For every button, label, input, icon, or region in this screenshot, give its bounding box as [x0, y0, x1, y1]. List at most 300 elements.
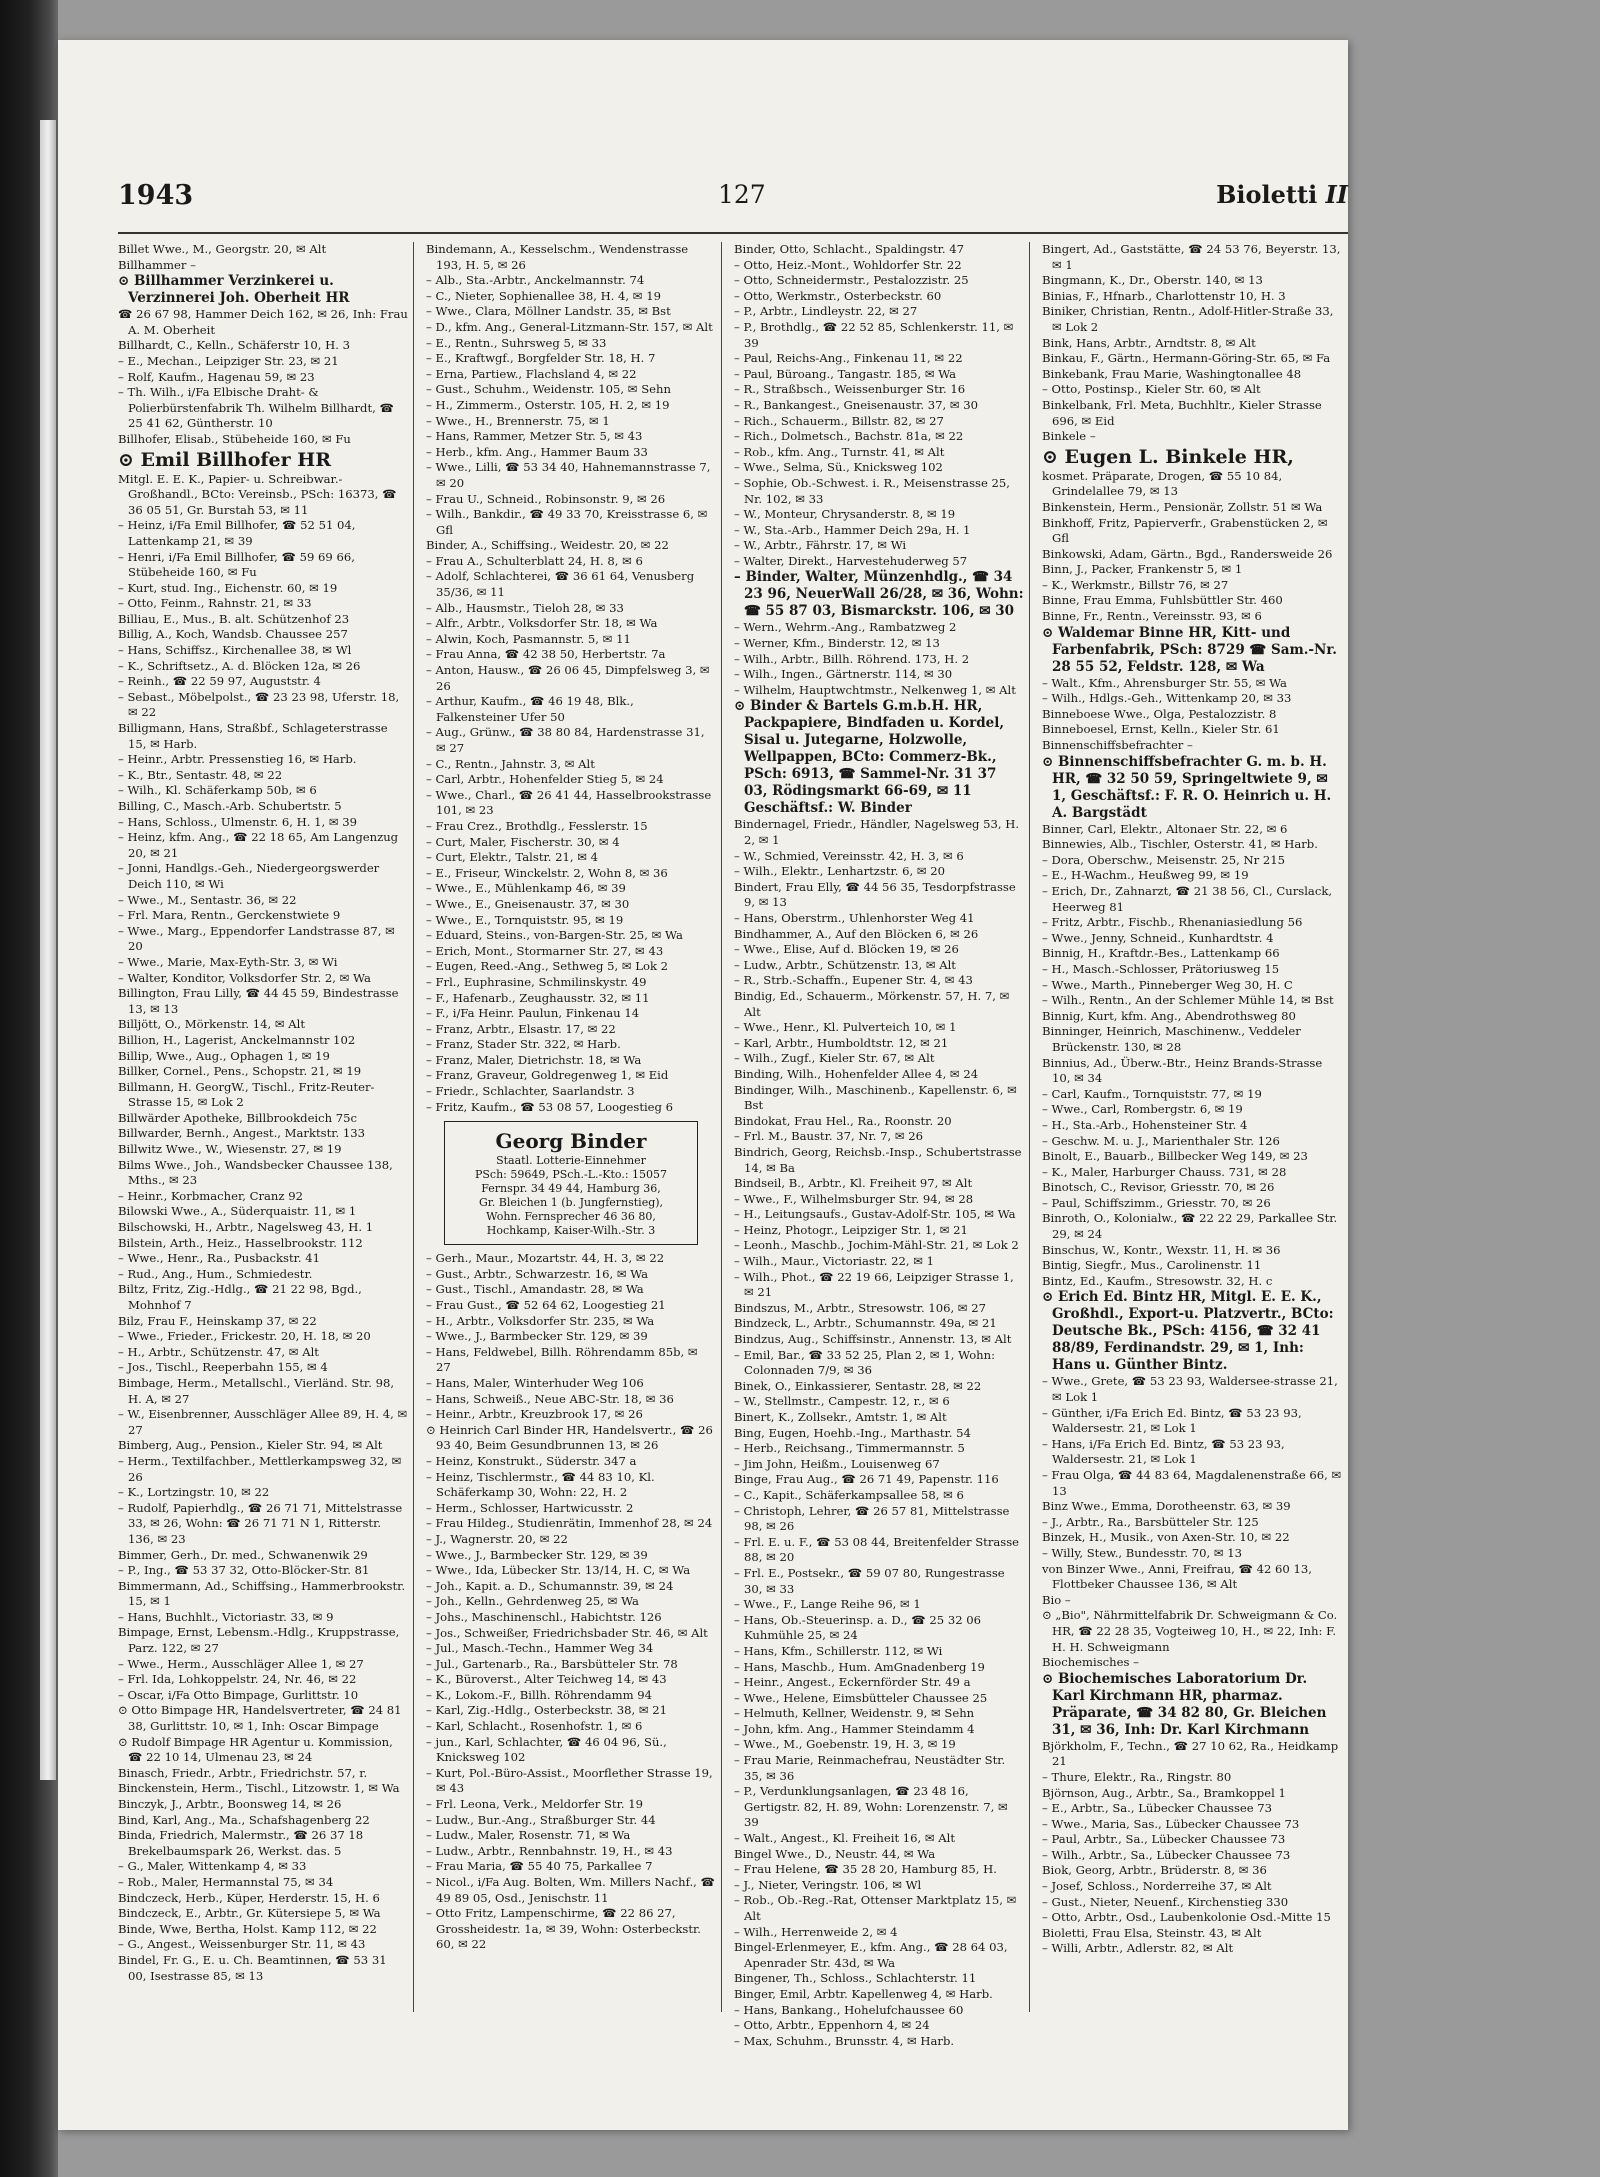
directory-entry: Binneboesel, Ernst, Kelln., Kieler Str. 61 — [1042, 722, 1280, 737]
directory-entry: ⊙ Eugen L. Binkele HR, — [1042, 445, 1294, 468]
directory-entry: Bink, Hans, Arbtr., Arndtstr. 8, ✉ Alt — [1042, 335, 1256, 350]
directory-entry: Bing, Eugen, Hoehb.-Ing., Marthastr. 54 — [734, 1425, 971, 1440]
directory-entry: ⊙ Biochemisches Laboratorium Dr. Karl Kirchmann HR, pharmaz. Präparate, ☎ 34 82 80, Gr. Bleichen 31, ✉ 36, Inh: Dr. Karl Kirchmann — [1042, 1670, 1327, 1738]
directory-entry: Binninger, Heinrich, Maschinenw., Veddeler Brückenstr. 130, ✉ 28 — [1042, 1024, 1301, 1054]
directory-entry: – Wilhelm, Hauptwchtmstr., Nelkenweg 1, ✉ Alt — [734, 682, 1016, 697]
directory-entry: Binnius, Ad., Überw.-Btr., Heinz Brands-Strasse 10, ✉ 34 — [1042, 1055, 1323, 1086]
directory-entry: – G., Maler, Wittenkamp 4, ✉ 33 — [118, 1859, 307, 1874]
directory-entry: – Erna, Partiew., Flachsland 4, ✉ 22 — [426, 366, 637, 381]
directory-entry: – Alwin, Koch, Pasmannstr. 5, ✉ 11 — [426, 631, 631, 646]
directory-entry: Billing, C., Masch.-Arb. Schubertstr. 5 — [118, 799, 342, 813]
directory-entry: – Jul., Gartenarb., Ra., Barsbütteler Str. 78 — [426, 1656, 678, 1671]
directory-entry: – Wwe., E., Tornquiststr. 95, ✉ 19 — [426, 912, 624, 927]
column-1 — [118, 242, 408, 2022]
directory-entry: – E., Mechan., Leipziger Str. 23, ✉ 21 — [118, 353, 339, 368]
directory-entry: – Frau U., Schneid., Robinsonstr. 9, ✉ 26 — [426, 491, 666, 506]
directory-entry: Binn, J., Packer, Frankenstr 5, ✉ 1 — [1042, 562, 1243, 577]
directory-entry: – Walt., Kfm., Ahrensburger Str. 55, ✉ Wa — [1042, 675, 1287, 690]
directory-entry: Bindokat, Frau Hel., Ra., Roonstr. 20 — [734, 1113, 952, 1128]
directory-entry: Billker, Cornel., Pens., Schopstr. 21, ✉ 19 — [118, 1064, 362, 1079]
directory-entry: – Alb., Hausmstr., Tieloh 28, ✉ 33 — [426, 600, 624, 615]
directory-entry: – Jos., Schweißer, Friedrichsbader Str. 46, ✉ Alt — [426, 1625, 708, 1640]
directory-entry: – K., Büroverst., Alter Teichweg 14, ✉ 43 — [426, 1672, 667, 1687]
directory-entry: Binnig, Kurt, kfm. Ang., Abendrothsweg 80 — [1042, 1008, 1296, 1023]
directory-entry: – Sophie, Ob.-Schwest. i. R., Meisenstrasse 25, Nr. 102, ✉ 33 — [734, 475, 1010, 506]
directory-entry: – Willi, Arbtr., Adlerstr. 82, ✉ Alt — [1042, 1941, 1234, 1956]
directory-entry: – C., Rentn., Jahnstr. 3, ✉ Alt — [426, 756, 595, 771]
directory-entry: – Willy, Stew., Bundesstr. 70, ✉ 13 — [1042, 1545, 1242, 1560]
directory-entry: – K., Werkmstr., Billstr 76, ✉ 27 — [1042, 577, 1229, 592]
directory-entry: – Wwe., Carl, Rombergstr. 6, ✉ 19 — [1042, 1102, 1243, 1117]
page-number: 127 — [718, 180, 766, 209]
directory-entry: – E., Friseur, Winckelstr. 2, Wohn 8, ✉ 36 — [426, 865, 668, 880]
directory-entry: Bindernagel, Friedr., Händler, Nagelsweg 53, H. 2, ✉ 1 — [734, 817, 1020, 848]
directory-entry: Bimpage, Ernst, Lebensm.-Hdlg., Kruppstrasse, Parz. 122, ✉ 27 — [118, 1625, 400, 1656]
directory-entry: – K., Btr., Sentastr. 48, ✉ 22 — [118, 767, 283, 782]
directory-entry: – Wwe., Herm., Ausschläger Allee 1, ✉ 27 — [118, 1656, 364, 1671]
directory-entry: – Wwe., J., Barmbecker Str. 129, ✉ 39 — [426, 1329, 648, 1344]
directory-entry: – Wwe., E., Gneisenaustr. 37, ✉ 30 — [426, 896, 630, 911]
directory-entry: – Wwe., H., Brennerstr. 75, ✉ 1 — [426, 413, 610, 428]
directory-entry: Bimmermann, Ad., Schiffsing., Hammerbrookstr. 15, ✉ 1 — [118, 1578, 406, 1609]
directory-entry: – C., Kapit., Schäferkampsallee 58, ✉ 6 — [734, 1487, 964, 1502]
directory-entry: Binnewies, Alb., Tischler, Osterstr. 41, ✉ Harb. — [1042, 837, 1318, 852]
directory-entry: – Otto, Feinm., Rahnstr. 21, ✉ 33 — [118, 596, 312, 611]
directory-entry: – Franz, Graveur, Goldregenweg 1, ✉ Eid — [426, 1068, 669, 1083]
directory-entry: ⊙ Otto Bimpage HR, Handelsvertreter, ☎ 24 81 38, Gurlittstr. 10, ✉ 1, Inh: Oscar Bimpage — [118, 1703, 402, 1734]
directory-entry: – Walter, Direkt., Harvestehuderweg 57 — [734, 553, 968, 568]
directory-entry: – Kurt, Pol.-Büro-Assist., Moorflether Strasse 19, ✉ 43 — [426, 1765, 713, 1796]
directory-entry: – E., Arbtr., Sa., Lübecker Chaussee 73 — [1042, 1801, 1273, 1816]
directory-entry: – Herm., Textilfachber., Mettlerkampsweg 32, ✉ 26 — [118, 1453, 402, 1484]
directory-entry: Binotsch, C., Revisor, Griesstr. 70, ✉ 26 — [1042, 1180, 1275, 1195]
directory-entry: – Hans, Bankang., Hohelufchaussee 60 — [734, 2002, 964, 2017]
directory-entry: – Alfr., Arbtr., Volksdorfer Str. 18, ✉ Wa — [426, 616, 658, 631]
directory-entry: – Alb., Sta.-Arbtr., Anckelmannstr. 74 — [426, 273, 645, 288]
directory-entry: Mitgl. E. E. K., Papier- u. Schreibwar.-Großhandl., BCto: Vereinsb., PSch: 16373, ☎ 36 05 51, Gr. Burstah 53, ✉ 11 — [118, 471, 397, 517]
directory-entry: – W., Monteur, Chrysanderstr. 8, ✉ 19 — [734, 507, 956, 522]
directory-entry: Bindemann, A., Kesselschm., Wendenstrasse 193, H. 5, ✉ 26 — [426, 242, 689, 272]
directory-entry: – G., Angest., Weissenburger Str. 11, ✉ 43 — [118, 1937, 366, 1952]
directory-entry: – Heinr., Korbmacher, Cranz 92 — [118, 1188, 303, 1203]
directory-entry: Bindig, Ed., Schauerm., Mörkenstr. 57, H. 7, ✉ Alt — [734, 988, 1010, 1019]
directory-entry: Billigmann, Hans, Straßbf., Schlageterstrasse 15, ✉ Harb. — [118, 721, 388, 751]
directory-entry: – Carl, Arbtr., Hohenfelder Stieg 5, ✉ 24 — [426, 772, 664, 787]
directory-entry: Binckenstein, Herm., Tischl., Litzowstr. 1, ✉ Wa — [118, 1781, 400, 1796]
advert-line: Hochkamp, Kaiser-Wilh.-Str. 3 — [486, 1224, 656, 1238]
directory-entry: Billion, H., Lagerist, Anckelmannstr 102 — [118, 1032, 356, 1047]
directory-entry: Bindinger, Wilh., Maschinenb., Kapellenstr. 6, ✉ Bst — [734, 1082, 1017, 1113]
directory-entry: Binder, Otto, Schlacht., Spaldingstr. 47 — [734, 242, 964, 256]
directory-entry: – Anton, Hausw., ☎ 26 06 45, Dimpfelsweg 3, ✉ 26 — [426, 663, 710, 693]
directory-entry: Billington, Frau Lilly, ☎ 44 45 59, Bindestrasse 13, ✉ 13 — [118, 986, 399, 1016]
directory-entry: – Wilh., Phot., ☎ 22 19 66, Leipziger Strasse 1, ✉ 21 — [734, 1269, 1014, 1300]
directory-entry: Bindrich, Georg, Reichsb.-Insp., Schubertstrasse 14, ✉ Ba — [734, 1144, 1022, 1175]
directory-entry: Bimberg, Aug., Pension., Kieler Str. 94, ✉ Alt — [118, 1438, 383, 1453]
directory-entry: – R., Strb.-Schaffn., Eupener Str. 4, ✉ 43 — [734, 973, 973, 988]
directory-entry: – Adolf, Schlachterei, ☎ 36 61 64, Venusberg 35/36, ✉ 11 — [426, 569, 695, 600]
directory-entry: Billig, A., Koch, Wandsb. Chaussee 257 — [118, 627, 348, 642]
directory-entry: – H., Sta.-Arb., Hohensteiner Str. 4 — [1042, 1117, 1248, 1132]
directory-entry: Binias, F., Hfnarb., Charlottenstr 10, H. 3 — [1042, 288, 1286, 303]
directory-entry: – C., Nieter, Sophienallee 38, H. 4, ✉ 19 — [426, 288, 661, 303]
directory-entry: – Wilh., Arbtr., Billh. Röhrend. 173, H. 2 — [734, 651, 970, 666]
directory-entry: – Curt, Maler, Fischerstr. 30, ✉ 4 — [426, 834, 620, 849]
column-3 — [734, 242, 1024, 2048]
directory-entry: Bimmer, Gerh., Dr. med., Schwanenwik 29 — [118, 1547, 368, 1562]
directory-entry: Binne, Fr., Rentn., Vereinsstr. 93, ✉ 6 — [1042, 609, 1262, 624]
directory-entry: – Frau A., Schulterblatt 24, H. 8, ✉ 6 — [426, 553, 643, 568]
directory-entry: – Friedr., Schlachter, Saarlandstr. 3 — [426, 1084, 635, 1099]
directory-entry: Billwarder, Bernh., Angest., Marktstr. 133 — [118, 1126, 366, 1141]
directory-entry: – Frl. Mara, Rentn., Gerckenstwiete 9 — [118, 908, 341, 923]
directory-entry: Biniker, Christian, Rentn., Adolf-Hitler-Straße 33, ✉ Lok 2 — [1042, 304, 1334, 334]
directory-entry: – Hans, Buchhlt., Victoriastr. 33, ✉ 9 — [118, 1609, 334, 1624]
directory-entry: – W., Stellmstr., Campestr. 12, r., ✉ 6 — [734, 1394, 950, 1409]
directory-entry: Binneboese Wwe., Olga, Pestalozzistr. 8 — [1042, 706, 1277, 721]
directory-entry: ⊙ Emil Billhofer HR — [118, 448, 331, 471]
directory-entry: – Hans, Rammer, Metzer Str. 5, ✉ 43 — [426, 429, 643, 444]
directory-entry: Billwärder Apotheke, Billbrookdeich 75c — [118, 1110, 358, 1125]
directory-entry: – W., Eisenbrenner, Ausschläger Allee 89, H. 4, ✉ 27 — [118, 1407, 408, 1437]
directory-entry: – Carl, Kaufm., Tornquiststr. 77, ✉ 19 — [1042, 1086, 1262, 1101]
directory-entry: – Karl, Schlacht., Rosenhofstr. 1, ✉ 6 — [426, 1719, 643, 1734]
directory-entry: – Paul, Arbtr., Sa., Lübecker Chaussee 73 — [1042, 1832, 1286, 1847]
directory-entry: – F., Hafenarb., Zeughausstr. 32, ✉ 11 — [426, 990, 650, 1005]
directory-entry: ⊙ Binnenschiffsbefrachter G. m. b. H. HR, ☎ 32 50 59, Springeltwiete 9, ✉ 1, Geschäftsf.: F. R. O. Heinrich u. H. A. Bargstädt — [1042, 753, 1332, 821]
directory-entry: – Karl, Zig.-Hdlg., Osterbeckstr. 38, ✉ 21 — [426, 1703, 668, 1718]
directory-entry: Bindert, Frau Elly, ☎ 44 56 35, Tesdorpfstrasse 9, ✉ 13 — [734, 879, 1016, 910]
directory-entry: – Frau Gust., ☎ 52 64 62, Loogestieg 21 — [426, 1298, 666, 1313]
directory-entry: – Curt, Elektr., Talstr. 21, ✉ 4 — [426, 850, 599, 865]
directory-entry: – Walter, Konditor, Volksdorfer Str. 2, ✉ Wa — [118, 970, 371, 985]
directory-entry: – Walt., Angest., Kl. Freiheit 16, ✉ Alt — [734, 1831, 956, 1846]
directory-entry: – Sebast., Möbelpolst., ☎ 23 23 98, Uferstr. 18, ✉ 22 — [118, 689, 400, 720]
directory-entry: – Wwe., M., Goebenstr. 19, H. 3, ✉ 19 — [734, 1737, 956, 1752]
directory-entry: – Otto, Arbtr., Osd., Laubenkolonie Osd.-Mitte 15 — [1042, 1910, 1331, 1925]
directory-entry: Billhammer – — [118, 257, 196, 272]
directory-entry: – Rudolf, Papierhdlg., ☎ 26 71 71, Mittelstrasse 33, ✉ 26, Wohn: ☎ 26 71 71 N 1, Ritterstr. 136, ✉ 23 — [118, 1500, 403, 1546]
directory-entry: Binne, Frau Emma, Fuhlsbüttler Str. 460 — [1042, 593, 1283, 608]
directory-entry: Bingener, Th., Schloss., Schlachterstr. 11 — [734, 1971, 977, 1986]
directory-entry: – Dora, Oberschw., Meisenstr. 25, Nr 215 — [1042, 852, 1286, 867]
directory-entry: – Eugen, Reed.-Ang., Sethweg 5, ✉ Lok 2 — [426, 959, 669, 974]
directory-entry: – Joh., Kapit. a. D., Schumannstr. 39, ✉ 24 — [426, 1578, 674, 1593]
directory-entry: Binnig, H., Kraftdr.-Bes., Lattenkamp 66 — [1042, 946, 1280, 961]
directory-entry: – D., kfm. Ang., General-Litzmann-Str. 157, ✉ Alt — [426, 319, 713, 334]
directory-entry: – Wwe., Maria, Sas., Lübecker Chaussee 73 — [1042, 1816, 1300, 1831]
directory-entry: – Hans, Feldwebel, Billh. Röhrendamm 85b, ✉ 27 — [426, 1344, 698, 1375]
directory-entry: – Jim John, Heißm., Louisenweg 67 — [734, 1456, 940, 1471]
directory-entry: – Rich., Dolmetsch., Bachstr. 81a, ✉ 22 — [734, 429, 964, 444]
directory-entry: Binding, Wilh., Hohenfelder Allee 4, ✉ 24 — [734, 1066, 979, 1081]
directory-entry: – Ludw., Arbtr., Rennbahnstr. 19, H., ✉ 43 — [426, 1843, 673, 1858]
directory-entry: ⊙ Waldemar Binne HR, Kitt- und Farbenfabrik, PSch: 8729 ☎ Sam.-Nr. 28 55 52, Feldstr. 128, ✉ Wa — [1042, 624, 1337, 675]
directory-entry: – Max, Schuhm., Brunsstr. 4, ✉ Harb. — [734, 2033, 955, 2048]
directory-entry: – Wwe., F., Wilhelmsburger Str. 94, ✉ 28 — [734, 1191, 974, 1206]
directory-entry: – Wwe., Marie, Max-Eyth-Str. 3, ✉ Wi — [118, 954, 338, 969]
directory-entry: ⊙ Binder & Bartels G.m.b.H. HR, Packpapiere, Bindfaden u. Kordel, Sisal u. Jutegarne, Holzwolle, Wellpappen, BCto: Commerz-Bk., PSch: 6913, ☎ Sammel-Nr. 31 37 03, Rödingsmarkt 66-69, ✉ 11 Geschäftsf.: W. Binder — [734, 698, 1005, 817]
directory-entry: – Frau Hildeg., Studienrätin, Immenhof 28, ✉ 24 — [426, 1516, 713, 1531]
directory-entry: – Erich, Dr., Zahnarzt, ☎ 21 38 56, Cl., Curslack, Heerweg 81 — [1042, 884, 1333, 914]
directory-entry: – Heinz, Konstrukt., Süderstr. 347 a — [426, 1453, 637, 1468]
directory-entry: – Wwe., Clara, Möllner Landstr. 35, ✉ Bst — [426, 304, 671, 319]
directory-entry: – Nicol., i/Fa Aug. Bolten, Wm. Millers Nachf., ☎ 49 89 05, Osd., Jenischstr. 11 — [426, 1875, 715, 1905]
directory-entry: – Ludw., Arbtr., Schützenstr. 13, ✉ Alt — [734, 957, 956, 972]
directory-entry: Binzek, H., Musik., von Axen-Str. 10, ✉ 22 — [1042, 1530, 1290, 1545]
directory-entry: Binde, Wwe, Bertha, Holst. Kamp 112, ✉ 22 — [118, 1921, 377, 1936]
directory-entry: – Wwe., Selma, Sü., Knicksweg 102 — [734, 460, 943, 475]
directory-entry: – Gerh., Maur., Mozartstr. 44, H. 3, ✉ 22 — [426, 1251, 665, 1266]
running-head — [1216, 180, 1348, 209]
directory-entry: – Gust., Arbtr., Schwarzestr. 16, ✉ Wa — [426, 1266, 649, 1281]
directory-entry: – Aug., Grünw., ☎ 38 80 84, Hardenstrasse 31, ✉ 27 — [426, 725, 705, 755]
directory-entry: – Paul, Reichs-Ang., Finkenau 11, ✉ 22 — [734, 351, 963, 366]
directory-entry: – Heinz, Photogr., Leipziger Str. 1, ✉ 21 — [734, 1222, 968, 1237]
directory-entry: Binnenschiffsbefrachter – — [1042, 738, 1193, 753]
directory-entry: Billjött, O., Mörkenstr. 14, ✉ Alt — [118, 1017, 306, 1032]
directory-entry: – Wwe., Jenny, Schneid., Kunhardtstr. 4 — [1042, 930, 1274, 945]
directory-entry: Binda, Friedrich, Malermstr., ☎ 26 37 18 Brekelbaumspark 26, Werkst. das. 5 — [118, 1828, 364, 1858]
directory-entry: – Wwe., Elise, Auf d. Blöcken 19, ✉ 26 — [734, 942, 959, 957]
directory-entry: Bilschowski, H., Arbtr., Nagelsweg 43, H. 1 — [118, 1220, 374, 1235]
directory-entry: Binschus, W., Kontr., Wexstr. 11, H. ✉ 36 — [1042, 1242, 1281, 1257]
advert-box — [444, 1121, 698, 1245]
directory-entry: Bintz, Ed., Kaufm., Stresowstr. 32, H. c — [1042, 1273, 1273, 1288]
directory-entry: – P., Ing., ☎ 53 37 32, Otto-Blöcker-Str. 81 — [118, 1563, 370, 1578]
directory-entry: – Paul, Büroang., Tangastr. 185, ✉ Wa — [734, 366, 957, 381]
directory-entry: – Wwe., Charl., ☎ 26 41 44, Hasselbrookstrasse 101, ✉ 23 — [426, 787, 712, 818]
directory-entry: – W., Arbtr., Fährstr. 17, ✉ Wi — [734, 538, 907, 553]
directory-entry: – Otto, Schneidermstr., Pestalozzistr. 25 — [734, 273, 969, 288]
directory-entry: – Wilh., Rentn., An der Schlemer Mühle 14, ✉ Bst — [1042, 993, 1334, 1008]
directory-entry: – Geschw. M. u. J., Marienthaler Str. 126 — [1042, 1133, 1280, 1148]
directory-entry: – K., Maler, Harburger Chauss. 731, ✉ 28 — [1042, 1164, 1287, 1179]
directory-entry: Bintig, Siegfr., Mus., Carolinenstr. 11 — [1042, 1258, 1262, 1273]
directory-entry: – Wilh., Hdlgs.-Geh., Wittenkamp 20, ✉ 33 — [1042, 691, 1292, 706]
directory-entry: – Wwe., E., Mühlenkamp 46, ✉ 39 — [426, 881, 626, 896]
directory-entry: – Frl. M., Baustr. 37, Nr. 7, ✉ 26 — [734, 1129, 924, 1144]
directory-entry: – Wern., Wehrm.-Ang., Rambatzweg 2 — [734, 620, 957, 635]
directory-entry: Billet Wwe., M., Georgstr. 20, ✉ Alt — [118, 242, 327, 256]
directory-entry: – Frl. E. u. F., ☎ 53 08 44, Breitenfelder Strasse 88, ✉ 20 — [734, 1534, 1020, 1565]
directory-entry: Biochemisches – — [1042, 1655, 1139, 1670]
directory-entry: – F., i/Fa Heinr. Paulun, Finkenau 14 — [426, 1006, 640, 1021]
directory-entry: – Frau Helene, ☎ 35 28 20, Hamburg 85, H. — [734, 1862, 997, 1877]
directory-entry: – Wwe., Marth., Pinneberger Weg 30, H. C — [1042, 977, 1293, 992]
directory-entry: Bind, Karl, Ang., Ma., Schafshagenberg 22 — [118, 1812, 370, 1827]
directory-entry: Bindczeck, E., Arbtr., Gr. Kütersiepe 5, ✉ Wa — [118, 1906, 381, 1921]
directory-entry: – Franz, Maler, Dietrichstr. 18, ✉ Wa — [426, 1052, 642, 1067]
directory-entry: – Wwe., Ida, Lübecker Str. 13/14, H. C, ✉ Wa — [426, 1563, 691, 1578]
directory-entry: – P., Arbtr., Lindleystr. 22, ✉ 27 — [734, 304, 918, 319]
directory-entry: – Ludw., Bur.-Ang., Straßburger Str. 44 — [426, 1812, 656, 1827]
directory-entry: – J., Nieter, Veringstr. 106, ✉ Wl — [734, 1877, 922, 1892]
directory-entry: – Fritz, Kaufm., ☎ 53 08 57, Loogestieg 6 — [426, 1099, 674, 1114]
directory-entry: – Werner, Kfm., Binderstr. 12, ✉ 13 — [734, 636, 940, 651]
directory-entry: – W., Schmied, Vereinsstr. 42, H. 3, ✉ 6 — [734, 848, 964, 863]
directory-entry: – E., H-Wachm., Heußweg 99, ✉ 19 — [1042, 868, 1249, 883]
directory-entry: – H., Arbtr., Volksdorfer Str. 235, ✉ Wa — [426, 1313, 655, 1328]
directory-entry: – Wwe., Grete, ☎ 53 23 93, Waldersee-strasse 21, ✉ Lok 1 — [1042, 1374, 1338, 1405]
directory-entry: – Frau Marie, Reinmachefrau, Neustädter Str. 35, ✉ 36 — [734, 1753, 1006, 1783]
directory-entry: – Heinr., Angest., Eckernförder Str. 49 a — [734, 1675, 971, 1690]
directory-entry: – Hans, Schweiß., Neue ABC-Str. 18, ✉ 36 — [426, 1391, 674, 1406]
binding-edge — [40, 120, 56, 1780]
directory-entry: – K., Lortzingstr. 10, ✉ 22 — [118, 1485, 270, 1500]
directory-entry: Binner, Carl, Elektr., Altonaer Str. 22, ✉ 6 — [1042, 821, 1288, 836]
directory-entry: – Herb., kfm. Ang., Hammer Baum 33 — [426, 444, 648, 459]
directory-entry: – Wilh., Elektr., Lenhartzstr. 6, ✉ 20 — [734, 864, 946, 879]
directory-entry: Bilowski Wwe., A., Süderquaistr. 11, ✉ 1 — [118, 1204, 357, 1219]
directory-entry: ⊙ „Bio", Nährmittelfabrik Dr. Schweigmann & Co. HR, ☎ 22 28 35, Vogteiweg 10, H., ✉ 22, Inh: F. H. H. Schweigmann — [1042, 1608, 1338, 1654]
directory-entry: Biok, Georg, Arbtr., Brüderstr. 8, ✉ 36 — [1042, 1863, 1267, 1878]
directory-entry: – Günther, i/Fa Erich Ed. Bintz, ☎ 53 23 93, Waldersestr. 21, ✉ Lok 1 — [1042, 1405, 1302, 1436]
directory-entry: – Hans, Schiffsz., Kirchenallee 38, ✉ Wl — [118, 643, 352, 658]
advert-line: Staatl. Lotterie-Einnehmer — [496, 1154, 646, 1168]
directory-entry: ⊙ Heinrich Carl Binder HR, Handelsvertr., ☎ 26 93 40, Beim Gesundbrunnen 13, ✉ 26 — [426, 1422, 713, 1453]
directory-entry: Bingel-Erlenmeyer, E., kfm. Ang., ☎ 28 64 03, Apenrader Str. 43d, ✉ Wa — [734, 1940, 1008, 1970]
advert-line: Fernspr. 34 49 44, Hamburg 36, — [481, 1182, 661, 1196]
directory-entry: Binkebank, Frau Marie, Washingtonallee 48 — [1042, 366, 1302, 381]
directory-entry: – Paul, Schiffszimm., Griesstr. 70, ✉ 26 — [1042, 1195, 1271, 1210]
directory-entry: Billwitz Wwe., W., Wiesenstr. 27, ✉ 19 — [118, 1142, 342, 1157]
directory-entry: – Wwe., J., Barmbecker Str. 129, ✉ 39 — [426, 1547, 648, 1562]
directory-entry: von Binzer Wwe., Anni, Freifrau, ☎ 42 60 13, Flottbeker Chaussee 136, ✉ Alt — [1042, 1561, 1312, 1592]
directory-entry: Binkowski, Adam, Gärtn., Bgd., Randersweide 26 — [1042, 546, 1333, 561]
directory-entry: – R., Bankangest., Gneisenaustr. 37, ✉ 30 — [734, 397, 978, 412]
directory-entry: – Helmuth, Kellner, Weidenstr. 9, ✉ Sehn — [734, 1706, 975, 1721]
advert-line: Wohn. Fernsprecher 46 36 80, — [486, 1210, 656, 1224]
directory-entry: – jun., Karl, Schlachter, ☎ 46 04 96, Sü., Knicksweg 102 — [426, 1734, 667, 1765]
directory-entry: – Wwe., Henr., Ra., Pusbackstr. 41 — [118, 1251, 321, 1266]
directory-entry: Binger, Emil, Arbtr. Kapellenweg 4, ✉ Harb. — [734, 1986, 993, 2001]
directory-entry: – Herb., Reichsang., Timmermannstr. 5 — [734, 1441, 965, 1456]
directory-entry: – Wwe., Helene, Eimsbütteler Chaussee 25 — [734, 1690, 988, 1705]
directory-entry: – Rich., Schauerm., Billstr. 82, ✉ 27 — [734, 413, 944, 428]
directory-entry: – Heinr., Arbtr. Pressenstieg 16, ✉ Harb. — [118, 752, 357, 767]
directory-entry: Binasch, Friedr., Arbtr., Friedrichstr. 57, r. — [118, 1765, 368, 1780]
directory-entry: – Frl. Ida, Lohkoppelstr. 24, Nr. 46, ✉ 22 — [118, 1672, 357, 1687]
directory-entry: Bilz, Frau F., Heinskamp 37, ✉ 22 — [118, 1313, 317, 1328]
directory-entry: – Wwe., F., Lange Reihe 96, ✉ 1 — [734, 1597, 921, 1612]
directory-entry: Bindszus, M., Arbtr., Stresowstr. 106, ✉ 27 — [734, 1300, 986, 1315]
directory-entry: – Emil, Bar., ☎ 33 52 25, Plan 2, ✉ 1, Wohn: Colonnaden 7/9, ✉ 36 — [734, 1347, 996, 1378]
directory-entry: – Rob., Ob.-Reg.-Rat, Ottenser Marktplatz 15, ✉ Alt — [734, 1893, 1017, 1923]
directory-entry: – J., Wagnerstr. 20, ✉ 22 — [426, 1531, 568, 1546]
directory-entry: Bingel Wwe., D., Neustr. 44, ✉ Wa — [734, 1846, 936, 1861]
directory-entry: Binroth, O., Kolonialw., ☎ 22 22 29, Parkallee Str. 29, ✉ 24 — [1042, 1211, 1338, 1242]
directory-entry: Billhardt, C., Kelln., Schäferstr 10, H. 3 — [118, 338, 351, 353]
directory-entry: – Frl. E., Postsekr., ☎ 59 07 80, Rungestrasse 30, ✉ 33 — [734, 1565, 1005, 1596]
directory-entry: – H., Zimmerm., Osterstr. 105, H. 2, ✉ 19 — [426, 397, 670, 412]
directory-entry: Bingert, Ad., Gaststätte, ☎ 24 53 76, Beyerstr. 13, ✉ 1 — [1042, 242, 1341, 272]
directory-entry: Bilms Wwe., Joh., Wandsbecker Chaussee 138, Mths., ✉ 23 — [118, 1157, 393, 1188]
directory-entry: – Franz, Arbtr., Elsastr. 17, ✉ 22 — [426, 1021, 616, 1036]
directory-entry: – Heinz, Tischlermstr., ☎ 44 83 10, Kl. Schäferkamp 30, Wohn: 22, H. 2 — [426, 1469, 655, 1500]
directory-entry: – Wwe., Lilli, ☎ 53 34 40, Hahnemannstrasse 7, ✉ 20 — [426, 460, 711, 490]
directory-entry: – Reinh., ☎ 22 59 97, Auguststr. 4 — [118, 674, 321, 689]
directory-entry: – Heinr., Arbtr., Kreuzbrook 17, ✉ 26 — [426, 1407, 643, 1422]
directory-entry: – Gust., Schuhm., Weidenstr. 105, ✉ Sehn — [426, 382, 671, 397]
directory-entry: – Karl, Arbtr., Humboldtstr. 12, ✉ 21 — [734, 1035, 949, 1050]
directory-entry: – Gust., Nieter, Neuenf., Kirchenstieg 330 — [1042, 1894, 1289, 1909]
directory-entry: Binek, O., Einkassierer, Sentastr. 28, ✉ 22 — [734, 1378, 982, 1393]
directory-entry: – Wilh., Herrenweide 2, ✉ 4 — [734, 1924, 898, 1939]
directory-entry: – Hans, Kfm., Schillerstr. 112, ✉ Wi — [734, 1643, 943, 1658]
directory-entry: – Hans, Oberstrm., Uhlenhorster Weg 41 — [734, 911, 975, 925]
directory-entry: – Otto, Werkmstr., Osterbeckstr. 60 — [734, 288, 942, 303]
directory-entry: – Hans, Maler, Winterhuder Weg 106 — [426, 1376, 644, 1390]
directory-entry: – Erich, Mont., Stormarner Str. 27, ✉ 43 — [426, 943, 664, 958]
directory-entry: Binczyk, J., Arbtr., Boonsweg 14, ✉ 26 — [118, 1797, 342, 1811]
directory-entry: – Frau Maria, ☎ 55 40 75, Parkallee 7 — [426, 1859, 653, 1874]
directory-entry: – Frl., Euphrasine, Schmilinskystr. 49 — [426, 974, 647, 989]
directory-entry: – Otto, Heiz.-Mont., Wohldorfer Str. 22 — [734, 257, 962, 272]
directory-entry: – Otto Fritz, Lampenschirme, ☎ 22 86 27, Grossheidestr. 1a, ✉ 39, Wohn: Osterbeckstr. 60, ✉ 22 — [426, 1906, 701, 1952]
directory-entry: Binge, Frau Aug., ☎ 26 71 49, Papenstr. 116 — [734, 1472, 999, 1487]
directory-entry: Biltz, Fritz, Zig.-Hdlg., ☎ 21 22 98, Bgd., Mohnhof 7 — [118, 1282, 362, 1312]
directory-entry: – Wilh., Arbtr., Sa., Lübecker Chaussee 73 — [1042, 1847, 1291, 1862]
directory-entry: Binkele – — [1042, 429, 1096, 444]
directory-entry: Binkelbank, Frl. Meta, Buchhltr., Kieler Strasse 696, ✉ Eid — [1042, 397, 1322, 428]
directory-entry: Bio – — [1042, 1592, 1071, 1607]
directory-entry: – Otto, Arbtr., Eppenhorn 4, ✉ 24 — [734, 2018, 930, 2033]
directory-entry: – K., Lokom.-F., Billh. Röhrendamm 94 — [426, 1687, 653, 1702]
page-header — [118, 180, 1348, 220]
running-head-name: Bioletti — [1216, 180, 1318, 209]
directory-entry: – Wwe., M., Sentastr. 36, ✉ 22 — [118, 892, 297, 907]
directory-entry: – Frau Olga, ☎ 44 83 64, Magdalenenstraße 66, ✉ 13 — [1042, 1468, 1342, 1498]
directory-entry: – Joh., Kelln., Gehrdenweg 25, ✉ Wa — [426, 1594, 639, 1609]
directory-entry: – J., Arbtr., Ra., Barsbütteler Str. 125 — [1042, 1514, 1259, 1529]
directory-entry: Binert, K., Zollsekr., Amtstr. 1, ✉ Alt — [734, 1410, 947, 1424]
directory-entry: – Thure, Elektr., Ra., Ringstr. 80 — [1042, 1769, 1232, 1784]
directory-entry: Björkholm, F., Techn., ☎ 27 10 62, Ra., Heidkamp 21 — [1042, 1738, 1339, 1769]
directory-entry: – Henri, i/Fa Emil Billhofer, ☎ 59 69 66, Stübeheide 160, ✉ Fu — [118, 549, 355, 580]
directory-entry: – H., Leitungsaufs., Gustav-Adolf-Str. 105, ✉ Wa — [734, 1207, 1016, 1222]
directory-entry: – Franz, Stader Str. 322, ✉ Harb. — [426, 1037, 621, 1052]
directory-entry: Binder, A., Schiffsing., Weidestr. 20, ✉ 22 — [426, 538, 669, 553]
directory-entry: – P., Brothdlg., ☎ 22 52 85, Schlenkerstr. 11, ✉ 39 — [734, 319, 1014, 350]
directory-entry: – Frau Crez., Brothdlg., Fesslerstr. 15 — [426, 818, 648, 833]
directory-entry: Bindhammer, A., Auf den Blöcken 6, ✉ 26 — [734, 926, 979, 941]
directory-entry: – Rolf, Kaufm., Hagenau 59, ✉ 23 — [118, 369, 315, 384]
directory-entry: – Hans, Maschb., Hum. AmGnadenberg 19 — [734, 1659, 985, 1674]
directory-entry: – Heinz, kfm. Ang., ☎ 22 18 65, Am Langenzug 20, ✉ 21 — [118, 830, 399, 860]
directory-entry: Binkenstein, Herm., Pensionär, Zollstr. 51 ✉ Wa — [1042, 499, 1323, 514]
directory-entry: Bilstein, Arth., Heiz., Hasselbrookstr. 112 — [118, 1235, 363, 1250]
column-4 — [1042, 242, 1342, 2022]
page-year: 1943 — [118, 180, 194, 211]
directory-entry: ⊙ Billhammer Verzinkerei u. Verzinnerei Joh. Oberheit HR — [118, 273, 350, 307]
directory-entry: – Fritz, Arbtr., Fischb., Rhenaniasiedlung 56 — [1042, 915, 1303, 930]
directory-entry: – Oscar, i/Fa Otto Bimpage, Gurlittstr. 10 — [118, 1687, 359, 1702]
directory-entry: Bindel, Fr. G., E. u. Ch. Beamtinnen, ☎ 53 31 00, Isestrasse 85, ✉ 13 — [118, 1952, 387, 1983]
advert-line: PSch: 59649, PSch.-L.-Kto.: 15057 — [474, 1168, 668, 1182]
directory-entry: Bioletti, Frau Elsa, Steinstr. 43, ✉ Alt — [1042, 1925, 1262, 1940]
directory-entry: Bimbage, Herm., Metallschl., Vierländ. Str. 98, H. A, ✉ 27 — [118, 1375, 395, 1406]
directory-entry: Billmann, H. GeorgW., Tischl., Fritz-Reuter-Strasse 15, ✉ Lok 2 — [118, 1079, 375, 1110]
directory-entry: – Ludw., Maler, Rosenstr. 71, ✉ Wa — [426, 1828, 631, 1843]
directory-entry: – P., Verdunklungsanlagen, ☎ 23 48 16, Gertigstr. 82, H. 89, Wohn: Lorenzenstr. 7, ✉ 39 — [734, 1784, 1008, 1830]
directory-entry: – Hans, i/Fa Erich Ed. Bintz, ☎ 53 23 93, Waldersestr. 21, ✉ Lok 1 — [1042, 1436, 1285, 1467]
directory-entry: kosmet. Präparate, Drogen, ☎ 55 10 84, Grindelallee 79, ✉ 13 — [1042, 468, 1283, 499]
directory-entry: – Frau Anna, ☎ 42 38 50, Herbertstr. 7a — [426, 647, 666, 662]
directory-entry: Binkau, F., Gärtn., Hermann-Göring-Str. 65, ✉ Fa — [1042, 351, 1331, 366]
directory-entry: – H., Arbtr., Schützenstr. 47, ✉ Alt — [118, 1344, 319, 1359]
directory-entry: – Jos., Tischl., Reeperbahn 155, ✉ 4 — [118, 1360, 328, 1375]
